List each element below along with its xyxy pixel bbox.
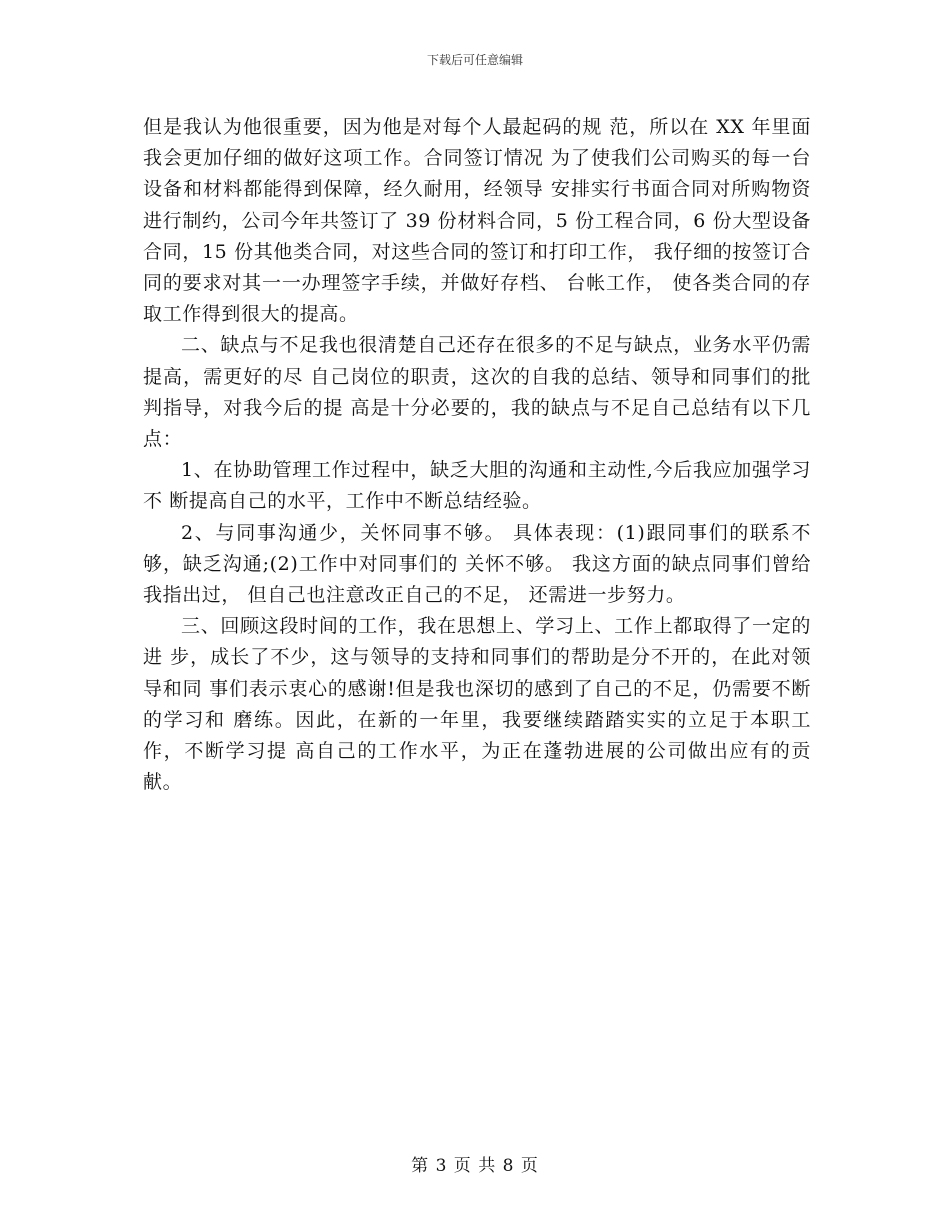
paragraph-contracts: 但是我认为他很重要，因为他是对每个人最起码的规 范，所以在 XX 年里面我会更加仔细的做好这项工作。合同签订情况 为了使我们公司购买的每一台设备和材料都能得到保障，经久耐用，经领导 安排实行书面合同对所购物资进行制约，公司今年共签订了 39 份材料合同，5 份工程合同，6 份大型设备合同，15 份其他类合同，对这些合同的签订和打印工作， 我仔细的按签订合同的要求对其一一办理签字手续，并做好存档、 台帐工作， 使各类合同的存取工作得到很大的提高。	[143, 116, 811, 326]
page-number-footer: 第 3 页 共 8 页	[411, 1156, 539, 1176]
paragraph-review: 三、回顾这段时间的工作，我在思想上、学习上、工作上都取得了一定的进 步，成长了不少，这与领导的支持和同事们的帮助是分不开的，在此对领导和同 事们表示衷心的感谢!但是我也深切的感到了自己的不足，仍需要不断的学习和 磨练。因此，在新的一年里，我要继续踏踏实实的立足于本职工作，不断学习提 高自己的工作水平，为正在蓬勃进展的公司做出应有的贡献。	[143, 615, 811, 794]
document-body	[143, 112, 811, 798]
paragraph-shortcomings: 二、缺点与不足我也很清楚自己还存在很多的不足与缺点，业务水平仍需提高，需更好的尽 自己岗位的职责，这次的自我的总结、领导和同事们的批判指导，对我今后的提 高是十分必要的，我的缺点与不足自己总结有以下几点：	[143, 334, 811, 451]
paragraph-point-2: 2、与同事沟通少，关怀同事不够。 具体表现：(1)跟同事们的联系不够，缺乏沟通;(2)工作中对同事们的 关怀不够。 我这方面的缺点同事们曾给我指出过， 但自己也注意改正自己的不足， 还需进一步努力。	[143, 521, 811, 607]
page-header: 下载后可任意编辑	[426, 53, 523, 67]
paragraph-point-1: 1、在协助管理工作过程中，缺乏大胆的沟通和主动性,今后我应加强学习不 断提高自己的水平，工作中不断总结经验。	[143, 459, 811, 513]
